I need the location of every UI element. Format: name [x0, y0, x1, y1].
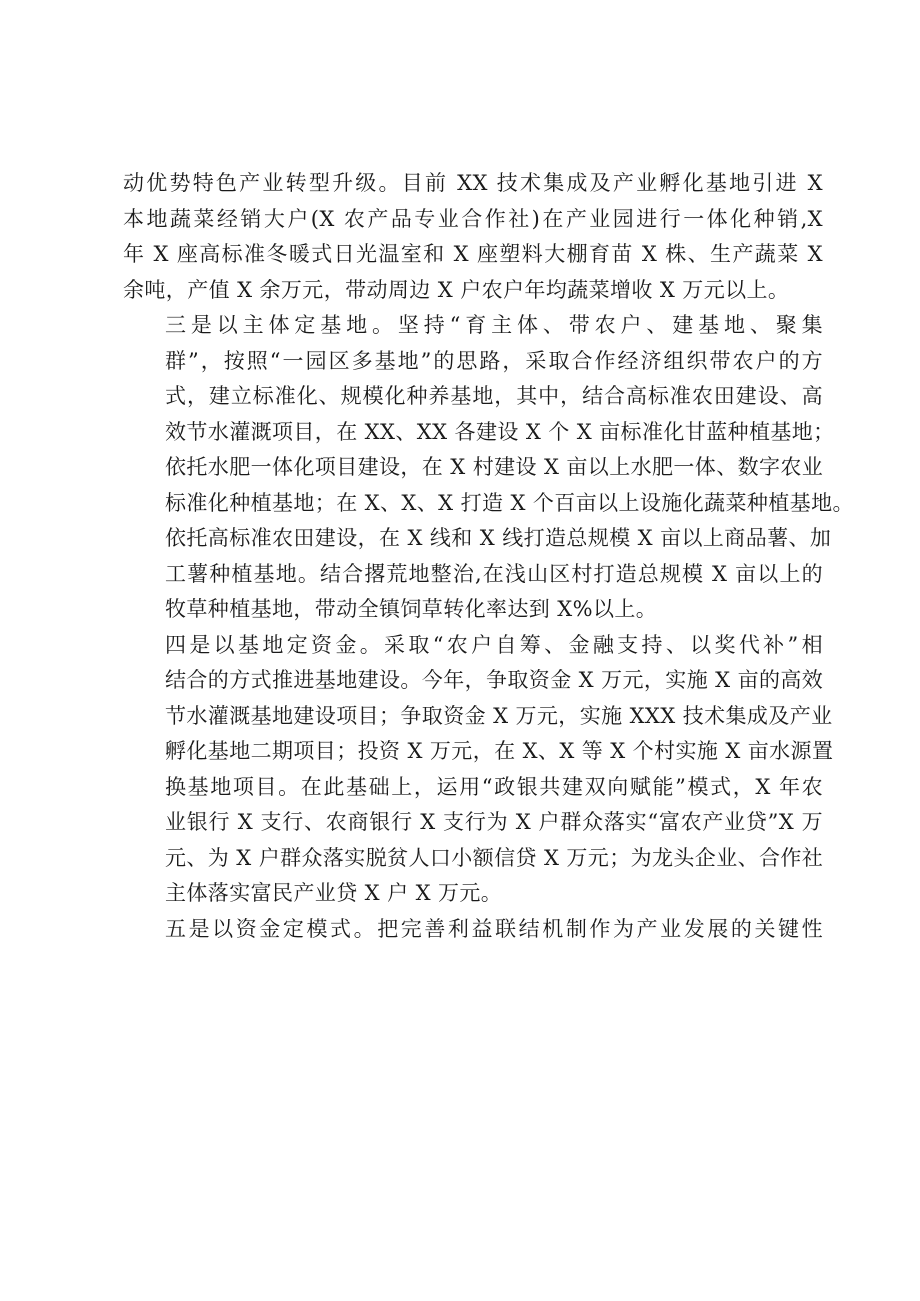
text-line: 群”，按照“一园区多基地”的思路，采取合作经济组织带农户的方 — [165, 348, 823, 373]
text-line: 标准化种植基地；在 X、X、X 打造 X 个百亩以上设施化蔬菜种植基地。 — [165, 490, 854, 515]
text-line: 换基地项目。在此基础上，运用“政银共建双向赋能”模式，X 年农 — [165, 774, 823, 799]
paragraph-4 — [123, 912, 823, 948]
text-line: 元、为 X 户群众落实脱贫人口小额信贷 X 万元；为龙头企业、合作社 — [165, 845, 824, 870]
text-line: 依托水肥一体化项目建设，在 X 村建设 X 亩以上水肥一体、数字农业 — [165, 455, 824, 479]
paragraph-2 — [123, 308, 854, 628]
body-text — [123, 166, 854, 947]
text-line: 年 X 座高标准冬暖式日光温室和 X 座塑料大棚育苗 X 株、生产蔬菜 X — [123, 242, 823, 266]
text-line: 动优势特色产业转型升级。目前 XX 技术集成及产业孵化基地引进 X — [123, 171, 823, 195]
paragraph-3 — [123, 628, 834, 912]
text-line: 孵化基地二期项目；投资 X 万元，在 X、X 等 X 个村实施 X 亩水源置 — [165, 739, 834, 763]
text-line: 式，建立标准化、规模化种养基地，其中，结合高标准农田建设、高 — [165, 384, 823, 408]
text-line: 结合的方式推进基地建设。今年，争取资金 X 万元，实施 X 亩的高效 — [165, 668, 824, 692]
text-line: 业银行 X 支行、农商银行 X 支行为 X 户群众落实“富农产业贷”X 万 — [165, 810, 823, 834]
text-line: 本地蔬菜经销大户(X 农产品专业合作社)在产业园进行一体化种销,X — [123, 206, 823, 231]
text-line: 节水灌溉基地建设项目；争取资金 X 万元，实施 XXX 技术集成及产业 — [165, 703, 833, 728]
text-line: 依托高标准农田建设，在 X 线和 X 线打造总规模 X 亩以上商品薯、加 — [165, 526, 832, 550]
paragraph-1 — [123, 166, 823, 308]
text-line: 余吨，产值 X 余万元，带动周边 X 户农户年均蔬菜增收 X 万元以上。 — [123, 277, 790, 302]
text-line: 效节水灌溉项目，在 XX、XX 各建设 X 个 X 亩标准化甘蓝种植基地； — [165, 419, 835, 444]
text-line: 五是以资金定模式。把完善利益联结机制作为产业发展的关键性 — [165, 916, 823, 941]
text-line: 四是以基地定资金。采取“农户自筹、金融支持、以奖代补”相 — [165, 632, 823, 657]
text-line: 工薯种植基地。结合撂荒地整治,在浅山区村打造总规模 X 亩以上的 — [165, 561, 823, 586]
text-line: 牧草种植基地，带动全镇饲草转化率达到 X%以上。 — [165, 597, 658, 621]
text-line: 三是以主体定基地。坚持“育主体、带农户、建基地、聚集 — [165, 313, 823, 337]
text-line: 主体落实富民产业贷 X 户 X 万元。 — [165, 881, 503, 905]
